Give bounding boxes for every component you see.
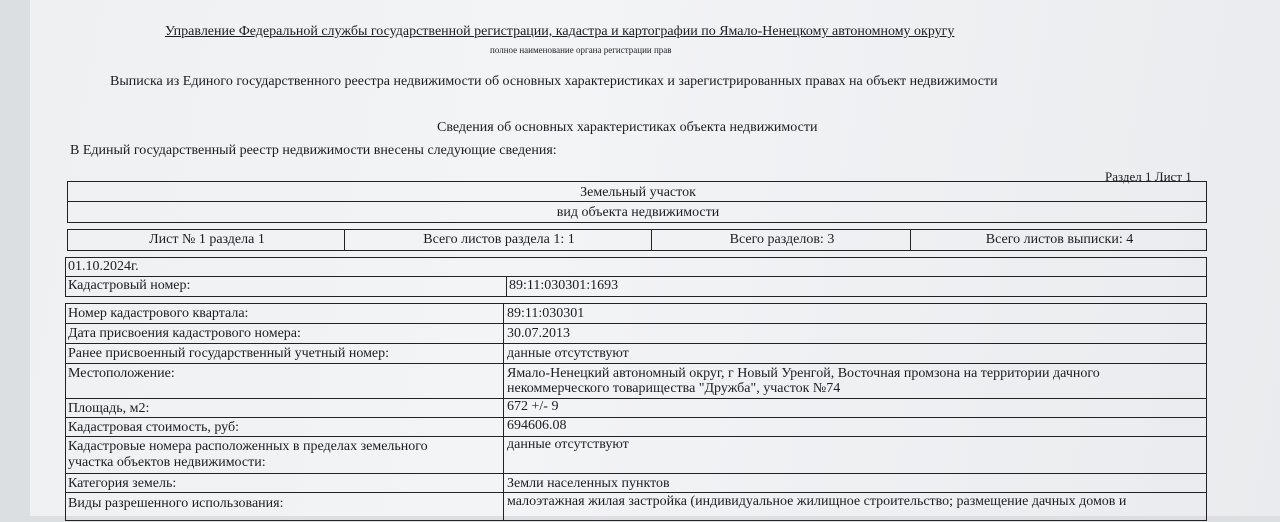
section-title: Сведения об основных характеристиках объекта недвижимости — [437, 120, 818, 135]
sheets-table — [67, 229, 1207, 251]
cadastral-number-row — [66, 277, 1206, 296]
organization-caption: полное наименование органа регистрации прав — [490, 45, 672, 55]
sheet-number: Лист № 1 раздела 1 — [149, 232, 265, 247]
cadastral-number-value: 89:11:030301:1693 — [509, 278, 619, 293]
extract-title: Выписка из Единого государственного реестра недвижимости об основных характеристиках и зарегистрированных правах на объект недвижимости — [110, 74, 998, 89]
total-section-sheets: Всего листов раздела 1: 1 — [423, 232, 575, 247]
field-value: 30.07.2013 — [507, 326, 570, 341]
field-value: данные отсутствуют — [507, 346, 629, 361]
intro-text: В Единый государственный реестр недвижимости внесены следующие сведения: — [70, 143, 557, 158]
date-row — [66, 258, 1206, 277]
total-extract-sheets: Всего листов выписки: 4 — [985, 232, 1134, 247]
characteristics-table — [65, 303, 1207, 521]
organization-name: Управление Федеральной службы государственной регистрации, кадастра и картографии по Ямало-Ненецкому автономному округу — [165, 24, 955, 39]
table-row — [66, 399, 1206, 418]
field-label: Категория земель: — [68, 476, 177, 491]
field-label: Виды разрешенного использования: — [68, 496, 284, 511]
field-value: 694606.08 — [507, 418, 567, 433]
table-row — [66, 418, 1206, 437]
object-type-row — [68, 182, 1206, 202]
table-row — [66, 304, 1206, 324]
field-label: Дата присвоения кадастрового номера: — [68, 326, 301, 341]
object-type-caption: вид объекта недвижимости — [556, 205, 720, 220]
field-value: Ямало-Ненецкий автономный округ, г Новый Уренгой, Восточная промзона на территории дачного — [507, 366, 1100, 381]
field-value: данные отсутствуют — [507, 437, 629, 452]
field-label: Кадастровые номера расположенных в пределах земельного — [68, 439, 428, 454]
field-value: некоммерческого товарищества "Дружба", участок №74 — [507, 381, 841, 396]
field-label: Номер кадастрового квартала: — [68, 306, 249, 321]
table-row — [66, 344, 1206, 364]
total-sections: Всего разделов: 3 — [729, 232, 835, 247]
object-type: Земельный участок — [580, 185, 696, 200]
part-label: Раздел 1 Лист 1 — [1105, 169, 1192, 184]
field-label: Местоположение: — [68, 366, 175, 381]
field-label: Ранее присвоенный государственный учетный номер: — [68, 346, 390, 361]
table-row — [66, 364, 1206, 399]
table-row — [66, 324, 1206, 344]
table-row — [66, 493, 1206, 522]
field-value: Земли населенных пунктов — [507, 476, 670, 491]
field-label: участка объектов недвижимости: — [68, 455, 266, 470]
object-type-table — [67, 181, 1207, 223]
cadastral-table — [65, 257, 1207, 297]
object-type-caption-row — [68, 202, 1206, 222]
field-value: 672 +/- 9 — [507, 399, 559, 414]
field-value: 89:11:030301 — [507, 306, 585, 321]
field-label: Площадь, м2: — [68, 401, 150, 416]
table-row — [66, 474, 1206, 493]
cadastral-number-label: Кадастровый номер: — [68, 278, 191, 293]
extract-date: 01.10.2024г. — [68, 259, 139, 274]
table-row — [66, 437, 1206, 474]
field-value: малоэтажная жилая застройка (индивидуальное жилищное строительство; размещение дачных домов и — [507, 494, 1127, 509]
field-label: Кадастровая стоимость, руб: — [68, 420, 239, 435]
